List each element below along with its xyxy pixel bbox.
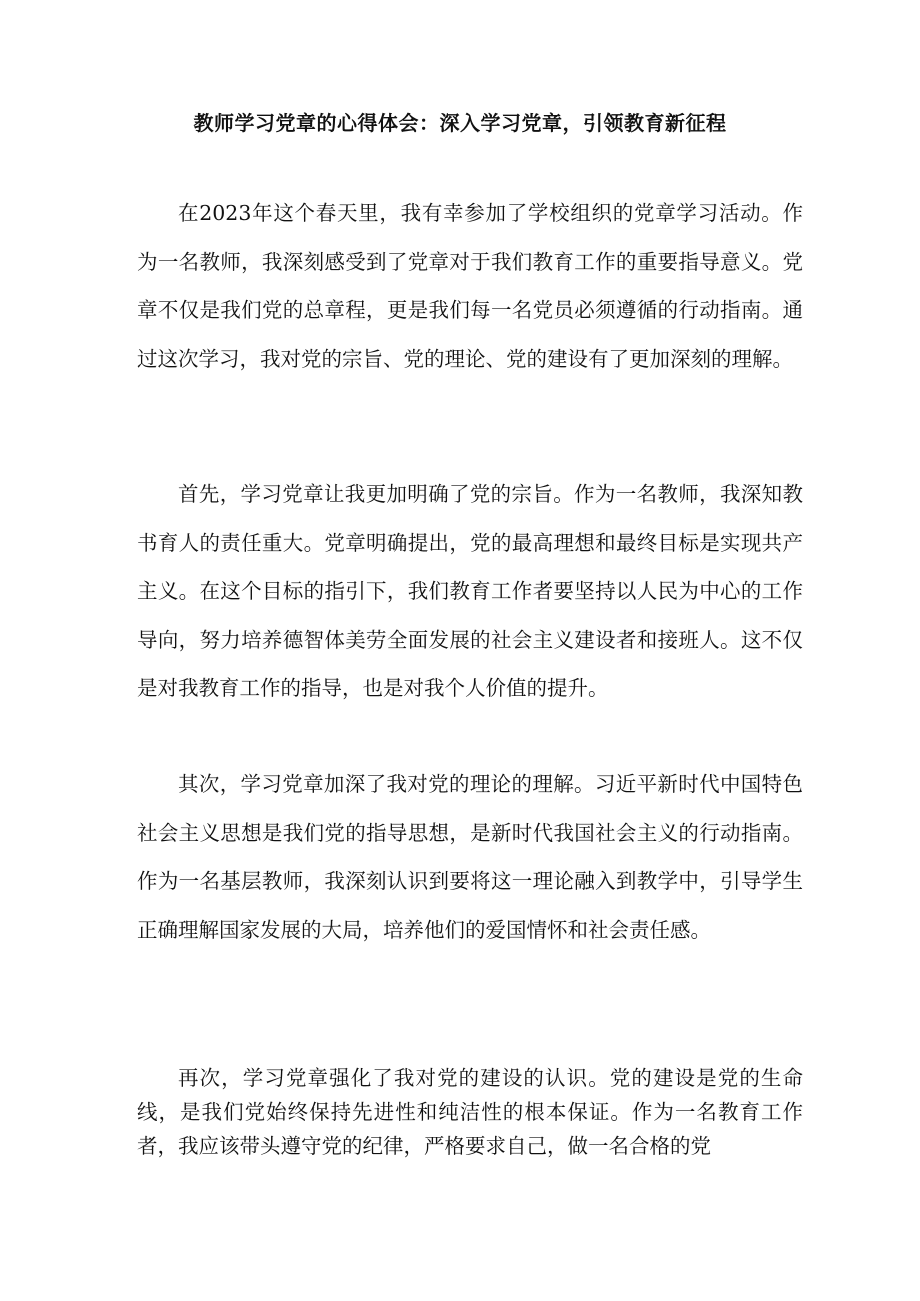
paragraph-2: 首先，学习党章让我更加明确了党的宗旨。作为一名教师，我深知教书育人的责任重大。党章明确提出，党的最高理想和最终目标是实现共产主义。在这个目标的指引下，我们教育工作者要坚持以人民为中心的工作导向，努力培养德智体美劳全面发展的社会主义建设者和接班人。这不仅是对我教育工作的指导，也是对我个人价值的提升。: [137, 482, 803, 700]
paragraph-3: 其次，学习党章加深了我对党的理论的理解。习近平新时代中国特色社会主义思想是我们党的指导思想，是新时代我国社会主义的行动指南。作为一名基层教师，我深刻认识到要将这一理论融入到教学中，引导学生正确理解国家发展的大局，培养他们的爱国情怀和社会责任感。: [137, 772, 803, 942]
paragraph-1: 在2023年这个春天里，我有幸参加了学校组织的党章学习活动。作为一名教师，我深刻感受到了党章对于我们教育工作的重要指导意义。党章不仅是我们党的总章程，更是我们每一名党员必须遵循的行动指南。通过这次学习，我对党的宗旨、党的理论、党的建设有了更加深刻的理解。: [137, 201, 803, 371]
document-title: 教师学习党章的心得体会：深入学习党章，引领教育新征程: [193, 111, 727, 135]
paragraph-4: 再次，学习党章强化了我对党的建设的认识。党的建设是党的生命线，是我们党始终保持先进性和纯洁性的根本保证。作为一名教育工作者，我应该带头遵守党的纪律，严格要求自己，做一名合格的党: [137, 1066, 803, 1158]
